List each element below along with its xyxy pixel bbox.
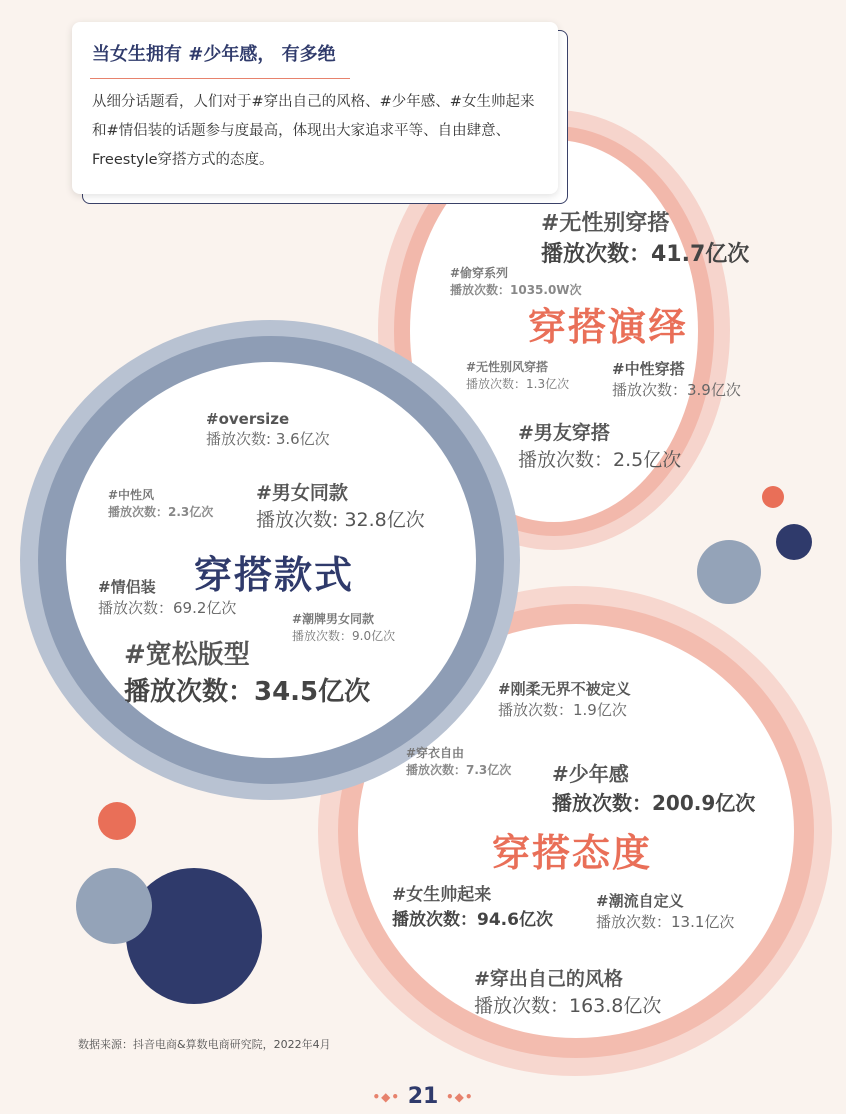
tag-value: 播放次数: 3.6亿次 [206,430,330,448]
tag-bottom-3 [392,880,553,930]
circle-top-title: 穿搭演绎 [528,305,689,349]
tag-value: 播放次数: 32.8亿次 [256,509,425,531]
data-source: 数据来源：抖音电商&算数电商研究院，2022年4月 [78,1038,331,1051]
tag-bottom-1 [406,744,511,778]
page-number: 21 [407,1084,439,1109]
intro-card [72,22,558,194]
page-number-row [0,1084,846,1109]
tag-top-0 [541,206,749,268]
tag-value: 播放次数：1.3亿次 [466,377,570,391]
tag-hashtag: #情侣装 [98,578,156,596]
page-dots-left: •◆• [372,1090,401,1104]
tag-hashtag: #穿衣自由 [406,746,465,760]
tag-left-2 [256,478,425,532]
tag-hashtag: #男女同款 [256,482,348,504]
tag-top-3 [612,358,741,400]
tag-bottom-2 [552,758,755,816]
tag-hashtag: #中性风 [108,488,155,502]
card-title: 当女生拥有 #少年感， 有多绝 [92,44,336,65]
tag-value: 播放次数：200.9亿次 [552,791,756,815]
circle-bottom-title: 穿搭态度 [492,831,653,875]
tag-value: 播放次数：1035.0W次 [450,283,582,297]
tag-left-1 [108,486,213,520]
tag-top-4 [518,418,681,472]
tag-hashtag: #男友穿搭 [518,422,610,444]
tag-hashtag: #中性穿搭 [612,360,685,378]
tag-hashtag: #oversize [206,410,290,428]
tag-value: 播放次数：1.9亿次 [498,701,627,719]
tag-value: 播放次数：3.9亿次 [612,381,741,399]
tag-value: 播放次数：34.5亿次 [124,677,371,707]
tag-left-0 [206,410,330,449]
page-dots-right: •◆• [445,1090,474,1104]
decor-dot-slate-left [76,868,152,944]
tag-hashtag: #女生帅起来 [392,885,492,905]
tag-value: 播放次数：41.7亿次 [541,242,750,267]
decor-dot-coral-right [762,486,784,508]
tag-hashtag: #潮流自定义 [596,892,684,910]
decor-dot-navy-right [776,524,812,560]
decor-dot-coral-left [98,802,136,840]
tag-hashtag: #刚柔无界不被定义 [498,680,631,698]
tag-hashtag: #穿出自己的风格 [474,968,623,990]
tag-value: 播放次数：2.5亿次 [518,449,682,471]
tag-hashtag: #潮牌男女同款 [292,612,375,626]
card-divider [90,78,350,79]
tag-value: 播放次数：2.3亿次 [108,505,214,519]
tag-top-1 [450,264,582,298]
circle-left-title: 穿搭款式 [194,553,355,597]
tag-value: 播放次数：69.2亿次 [98,599,237,617]
tag-hashtag: #无性别风穿搭 [466,360,549,374]
tag-top-2 [466,358,569,392]
tag-bottom-0 [498,678,631,720]
tag-hashtag: #无性别穿搭 [541,211,670,236]
tag-left-5 [124,634,370,708]
tag-hashtag: #宽松版型 [124,640,250,670]
tag-left-3 [98,576,236,618]
tag-value: 播放次数：163.8亿次 [474,995,662,1017]
card-body: 从细分话题看，人们对于#穿出自己的风格、#少年感、#女生帅起来和#情侣装的话题参与度最高，体现出大家追求平等、自由肆意、Freestyle穿搭方式的态度。 [92,94,535,168]
tag-value: 播放次数：9.0亿次 [292,629,396,643]
tag-value: 播放次数：13.1亿次 [596,913,735,931]
tag-hashtag: #偷穿系列 [450,266,509,280]
decor-dot-slate-right [697,540,761,604]
tag-hashtag: #少年感 [552,762,629,786]
tag-bottom-5 [474,964,661,1018]
tag-value: 播放次数：7.3亿次 [406,763,512,777]
tag-bottom-4 [596,890,734,932]
tag-value: 播放次数：94.6亿次 [392,910,553,930]
